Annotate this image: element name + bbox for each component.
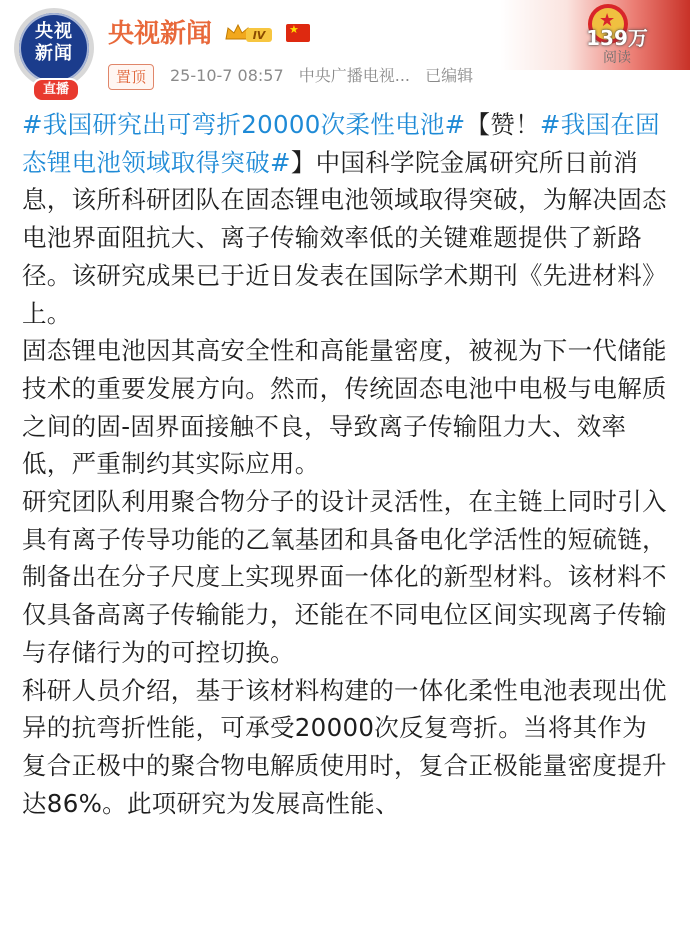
avatar-text-line2: 新闻 [35,43,73,64]
post-source[interactable]: 中央广播电视... [298,66,410,85]
level-badge-text: IV [252,29,266,42]
hashtag-link[interactable]: #我国在固态锂电池领域取得突破# [22,110,660,177]
post-date: 25-10-7 08:57 [170,66,284,85]
edited-label[interactable]: 已编辑 [425,66,474,85]
avatar-logo [19,13,89,83]
live-badge[interactable]: 直播 [32,78,80,102]
post-content [22,106,670,822]
hashtag-link[interactable]: #我国研究出可弯折20000次柔性电池# [22,110,466,139]
paragraph-2: 固态锂电池因其高安全性和高能量密度，被视为下一代储能技术的重要发展方向。然而，传统固态电池中电极与电解质之间的固-固界面接触不良，导致离子传输阻力大、效率低，严重制约其实际应用。 [22,336,667,479]
avatar-text [19,21,89,65]
china-flag-icon [286,24,310,42]
post-header [0,0,690,110]
pinned-badge: 置顶 [108,64,154,90]
paragraph-4: 科研人员介绍，基于该材料构建的一体化柔性电池表现出优异的抗弯折性能，可承受20000次反复弯折。当将其作为复合正极中的聚合物电解质使用时，复合正极能量密度提升达86%。此项研究为发展高性能、 [22,675,667,818]
avatar[interactable] [10,6,98,97]
paragraph-3: 研究团队利用聚合物分子的设计灵活性，在主链上同时引入具有离子传导功能的乙氧基团和具备电化学活性的短硫链，制备出在分子尺度上实现界面一体化的新型材料。该材料不仅具备高离子传输能力，还能在不同电位区间实现离子传输与存储行为的可控切换。 [22,487,667,667]
view-count-label: 阅读 [603,50,631,66]
account-name[interactable]: 央视新闻 [108,19,213,49]
avatar-text-line1: 央视 [35,21,73,42]
view-count [582,26,652,66]
paragraph-1 [22,106,670,332]
crown-level-icon[interactable] [222,22,274,46]
avatar-frame [14,8,94,88]
view-count-number: 139万 [586,26,648,50]
paragraph-1-text: 】中国科学院金属研究所日前消息，该所科研团队在固态锂电池领域取得突破，为解决固态电池界面阻抗大、离子传输效率低的关键难题提供了新路径。该研究成果已于近日发表在国际学术期刊《先进材料》上。 [22,147,667,328]
bracket-text: 【赞！ [465,110,540,139]
post-meta [170,64,483,88]
flag-star-icon: ★ [289,23,299,36]
